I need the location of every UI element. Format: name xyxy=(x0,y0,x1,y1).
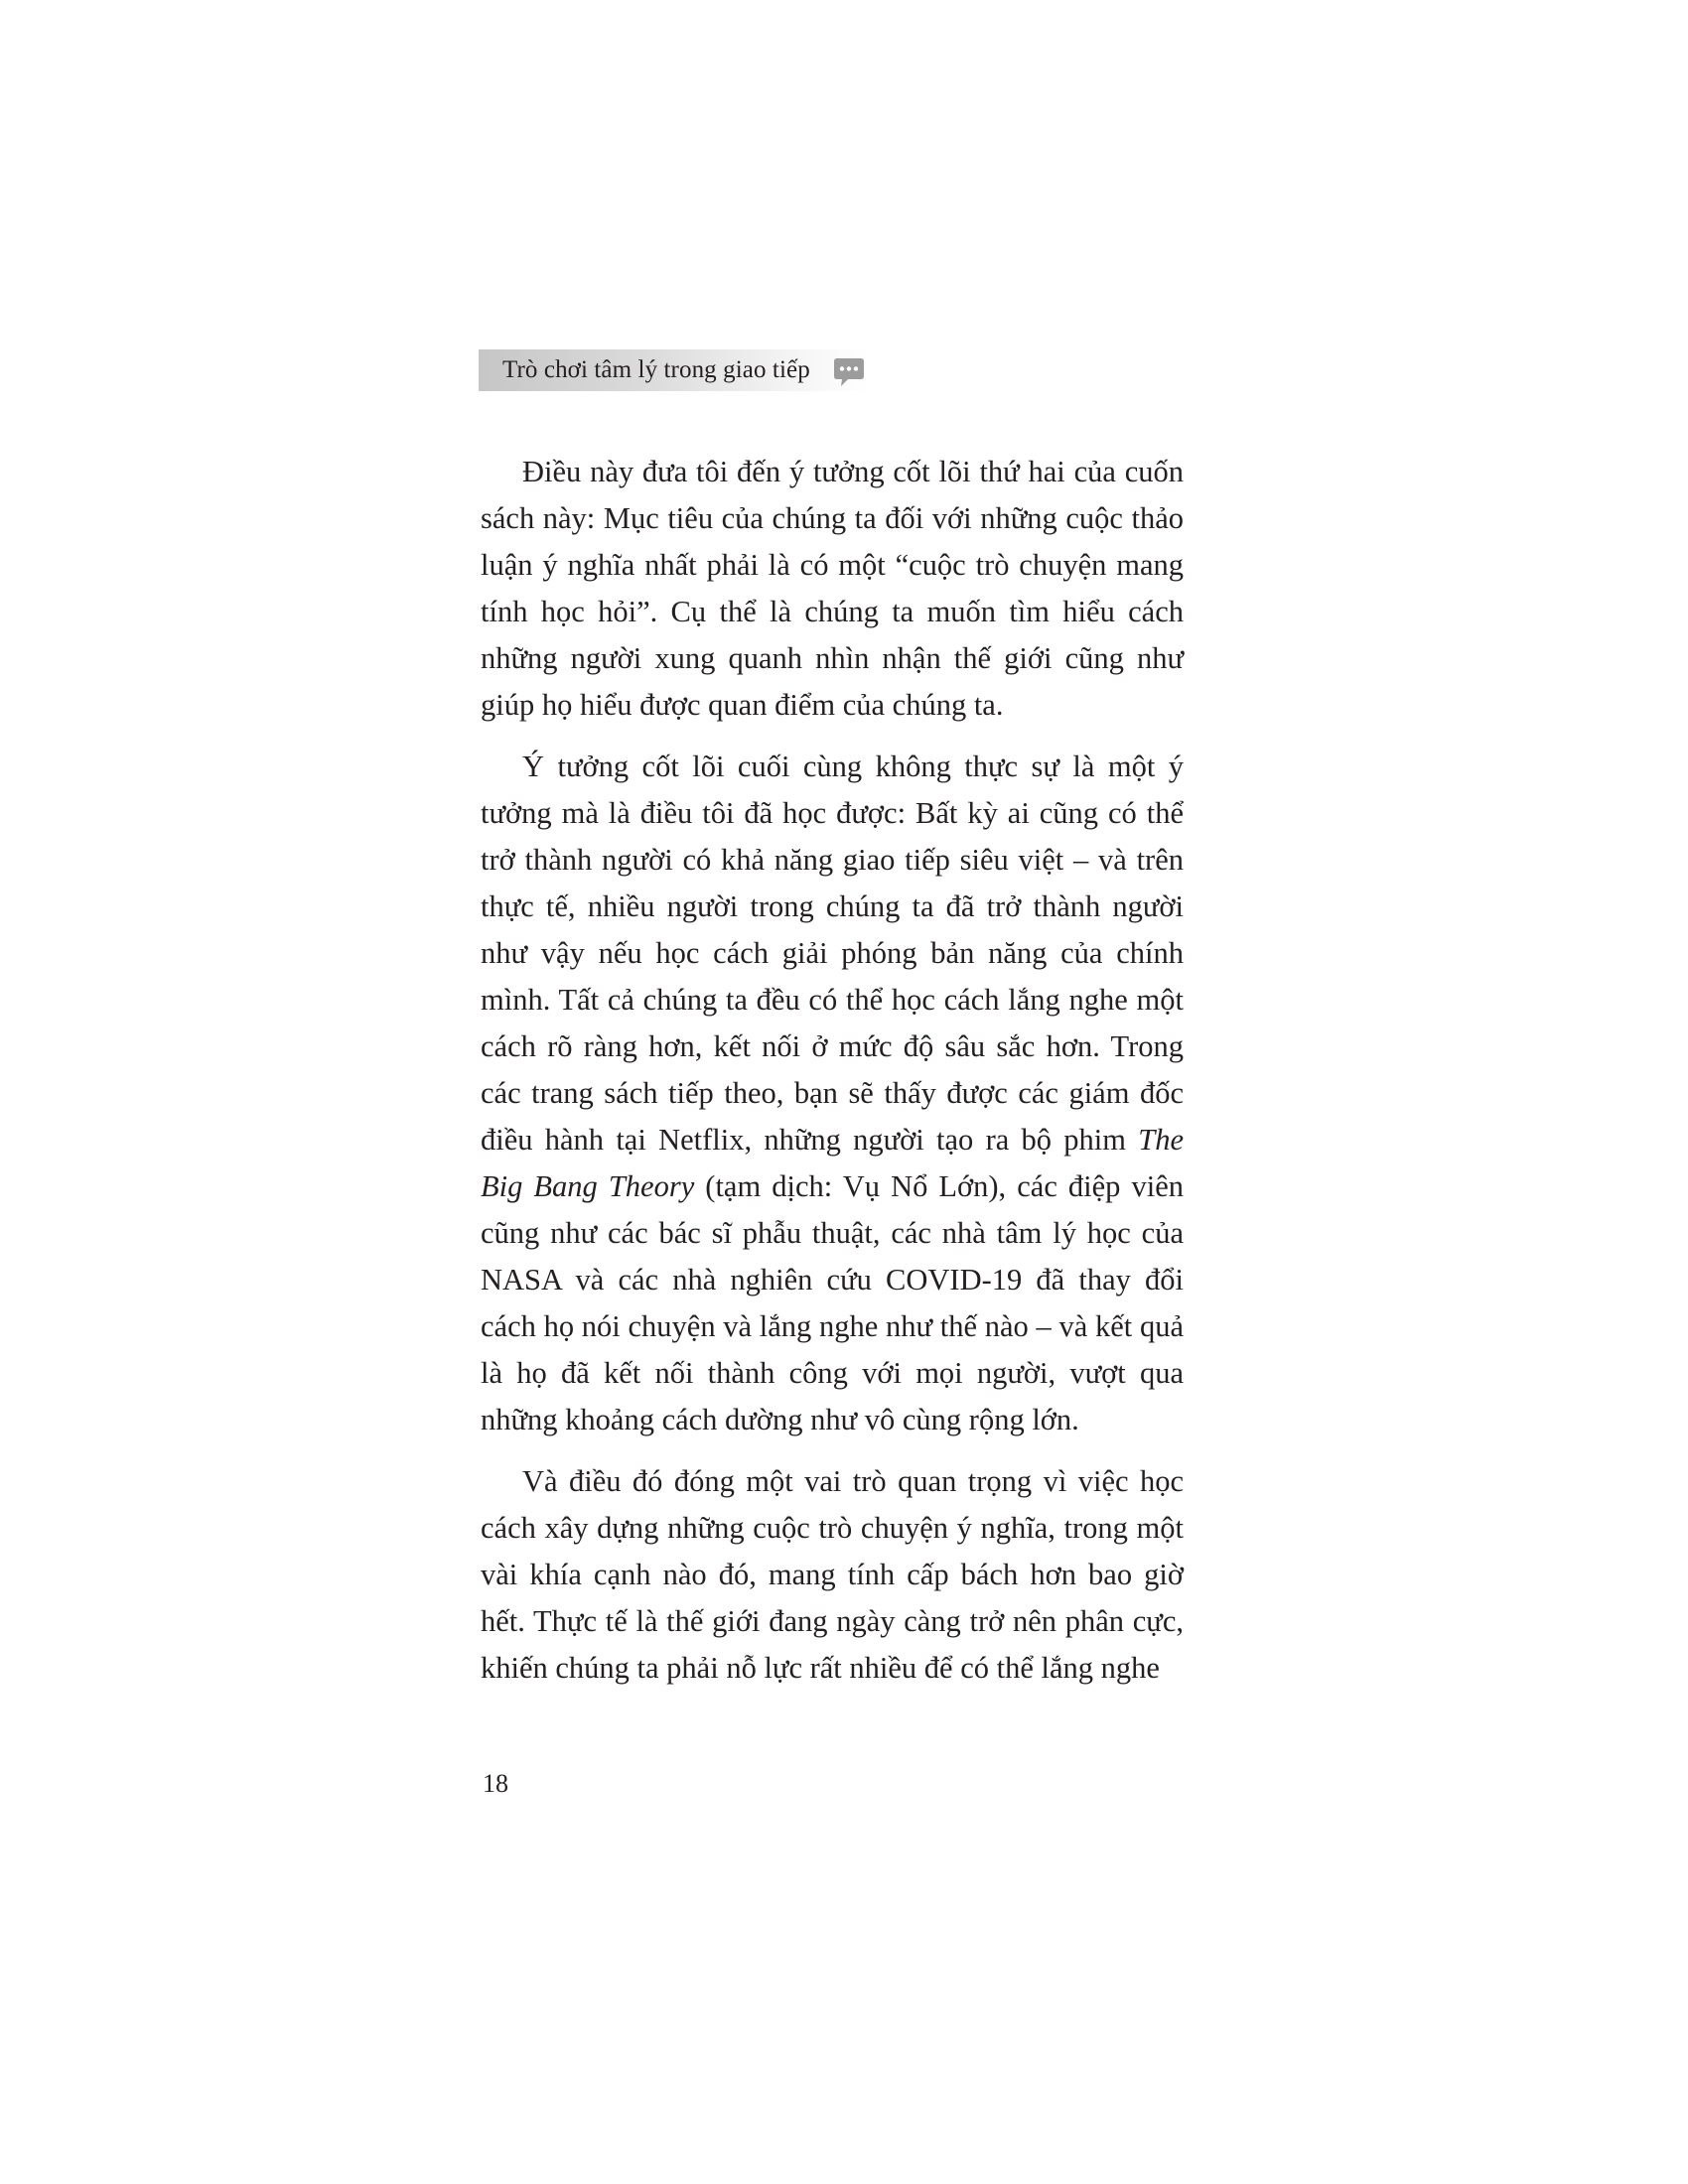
page-number: 18 xyxy=(483,1769,508,1798)
body-text xyxy=(481,449,1184,1706)
paragraph-2-text-before: Ý tưởng cốt lõi cuối cùng không thực sự là một ý tưởng mà là điều tôi đã học được: Bất kỳ ai cũng có thể trở thành người có khả năng giao tiếp siêu việt – và trên thực tế, nhiều người trong chúng ta đã trở thành người như vậy nếu học cách giải phóng bản năng của chính mình. Tất cả chúng ta đều có thể học cách lắng nghe một cách rõ ràng hơn, kết nối ở mức độ sâu sắc hơn. Trong các trang sách tiếp theo, bạn sẽ thấy được các giám đốc điều hành tại Netflix, những người tạo ra bộ phim xyxy=(481,750,1184,1157)
running-header-title: Trò chơi tâm lý trong giao tiếp xyxy=(502,356,810,383)
chat-bubble-icon xyxy=(832,355,866,389)
paragraph-1: Điều này đưa tôi đến ý tưởng cốt lõi thứ hai của cuốn sách này: Mục tiêu của chúng ta đối với những cuộc thảo luận ý nghĩa nhất phải là có một “cuộc trò chuyện mang tính học hỏi”. Cụ thể là chúng ta muốn tìm hiểu cách những người xung quanh nhìn nhận thế giới cũng như giúp họ hiểu được quan điểm của chúng ta. xyxy=(481,455,1184,722)
paragraph-2 xyxy=(481,744,1184,1443)
film-title: The Big Bang Theory xyxy=(481,1123,1184,1203)
paragraph-3: Và điều đó đóng một vai trò quan trọng vì việc học cách xây dựng những cuộc trò chuyện ý nghĩa, trong một vài khía cạnh nào đó, mang tính cấp bách hơn bao giờ hết. Thực tế là thế giới đang ngày càng trở nên phân cực, khiến chúng ta phải nỗ lực rất nhiều để có thể lắng nghe xyxy=(481,1464,1184,1685)
running-header xyxy=(479,349,868,391)
paragraph-2-text-after: (tạm dịch: Vụ Nổ Lớn), các điệp viên cũng như các bác sĩ phẫu thuật, các nhà tâm lý học của NASA và các nhà nghiên cứu COVID-19 đã thay đổi cách họ nói chuyện và lắng nghe như thế nào – và kết quả là họ đã kết nối thành công với mọi người, vượt qua những khoảng cách dường như vô cùng rộng lớn. xyxy=(481,1169,1184,1436)
